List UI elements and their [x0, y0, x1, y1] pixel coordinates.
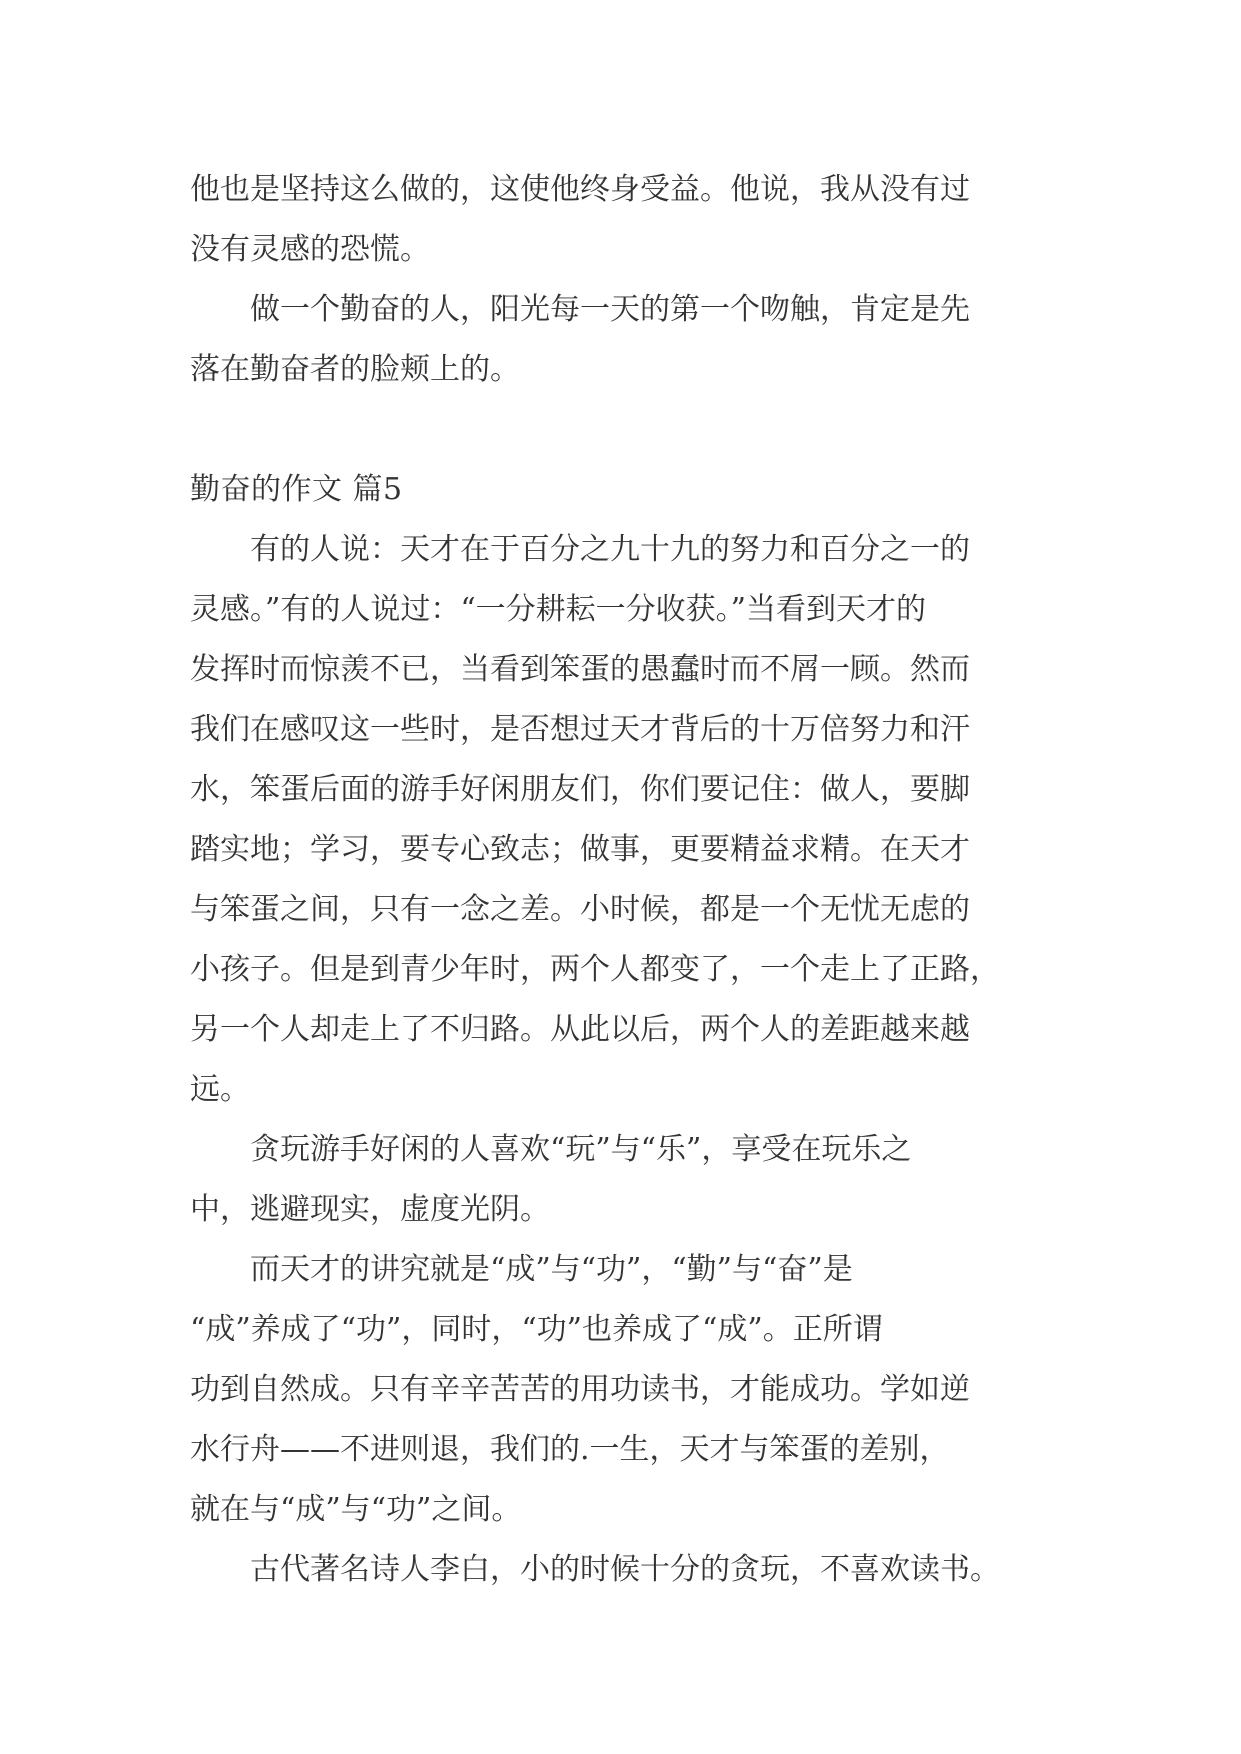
- text-line: 水行舟——不进则退，我们的.一生，天才与笨蛋的差别，: [190, 1432, 950, 1467]
- text-line: 落在勤奋者的脸颊上的。: [190, 352, 520, 387]
- text-line: 水，笨蛋后面的游手好闲朋友们，你们要记住：做人，要脚: [190, 772, 970, 807]
- text-line: 小孩子。但是到青少年时，两个人都变了，一个走上了正路，: [190, 952, 1000, 987]
- text-line: 远。: [190, 1072, 250, 1107]
- text-line: 贪玩游手好闲的人喜欢“玩”与“乐”，享受在玩乐之: [190, 1132, 912, 1167]
- document-body: [190, 160, 1060, 1600]
- text-line: 发挥时而惊羡不已，当看到笨蛋的愚蠢时而不屑一顾。然而: [190, 652, 970, 687]
- section-heading: 勤奋的作文 篇5: [190, 472, 403, 507]
- text-line: “成”养成了“功”，同时，“功”也养成了“成”。正所谓: [190, 1312, 883, 1347]
- spacer: [190, 400, 1060, 460]
- text-line: 与笨蛋之间，只有一念之差。小时候，都是一个无忧无虑的: [190, 892, 970, 927]
- text-line: 他也是坚持这么做的，这使他终身受益。他说，我从没有过: [190, 172, 970, 207]
- text-line: 古代著名诗人李白，小的时候十分的贪玩，不喜欢读书。: [190, 1552, 1000, 1587]
- paragraph-block-2: [190, 520, 1060, 1600]
- text-line: 灵感。”有的人说过：“一分耕耘一分收获。”当看到天才的: [190, 592, 927, 627]
- text-line: 功到自然成。只有辛辛苦苦的用功读书，才能成功。学如逆: [190, 1372, 970, 1407]
- text-line: 而天才的讲究就是“成”与“功”，“勤”与“奋”是: [190, 1252, 853, 1287]
- text-line: 踏实地；学习，要专心致志；做事，更要精益求精。在天才: [190, 832, 970, 867]
- text-line: 另一个人却走上了不归路。从此以后，两个人的差距越来越: [190, 1012, 970, 1047]
- text-line: 没有灵感的恐慌。: [190, 232, 430, 267]
- text-line: 就在与“成”与“功”之间。: [190, 1492, 522, 1527]
- text-line: 有的人说：天才在于百分之九十九的努力和百分之一的: [190, 532, 970, 567]
- text-line: 中，逃避现实，虚度光阴。: [190, 1192, 550, 1227]
- text-line: 做一个勤奋的人，阳光每一天的第一个吻触，肯定是先: [190, 292, 970, 327]
- paragraph-block-1: [190, 160, 1060, 400]
- text-line: 我们在感叹这一些时，是否想过天才背后的十万倍努力和汗: [190, 712, 970, 747]
